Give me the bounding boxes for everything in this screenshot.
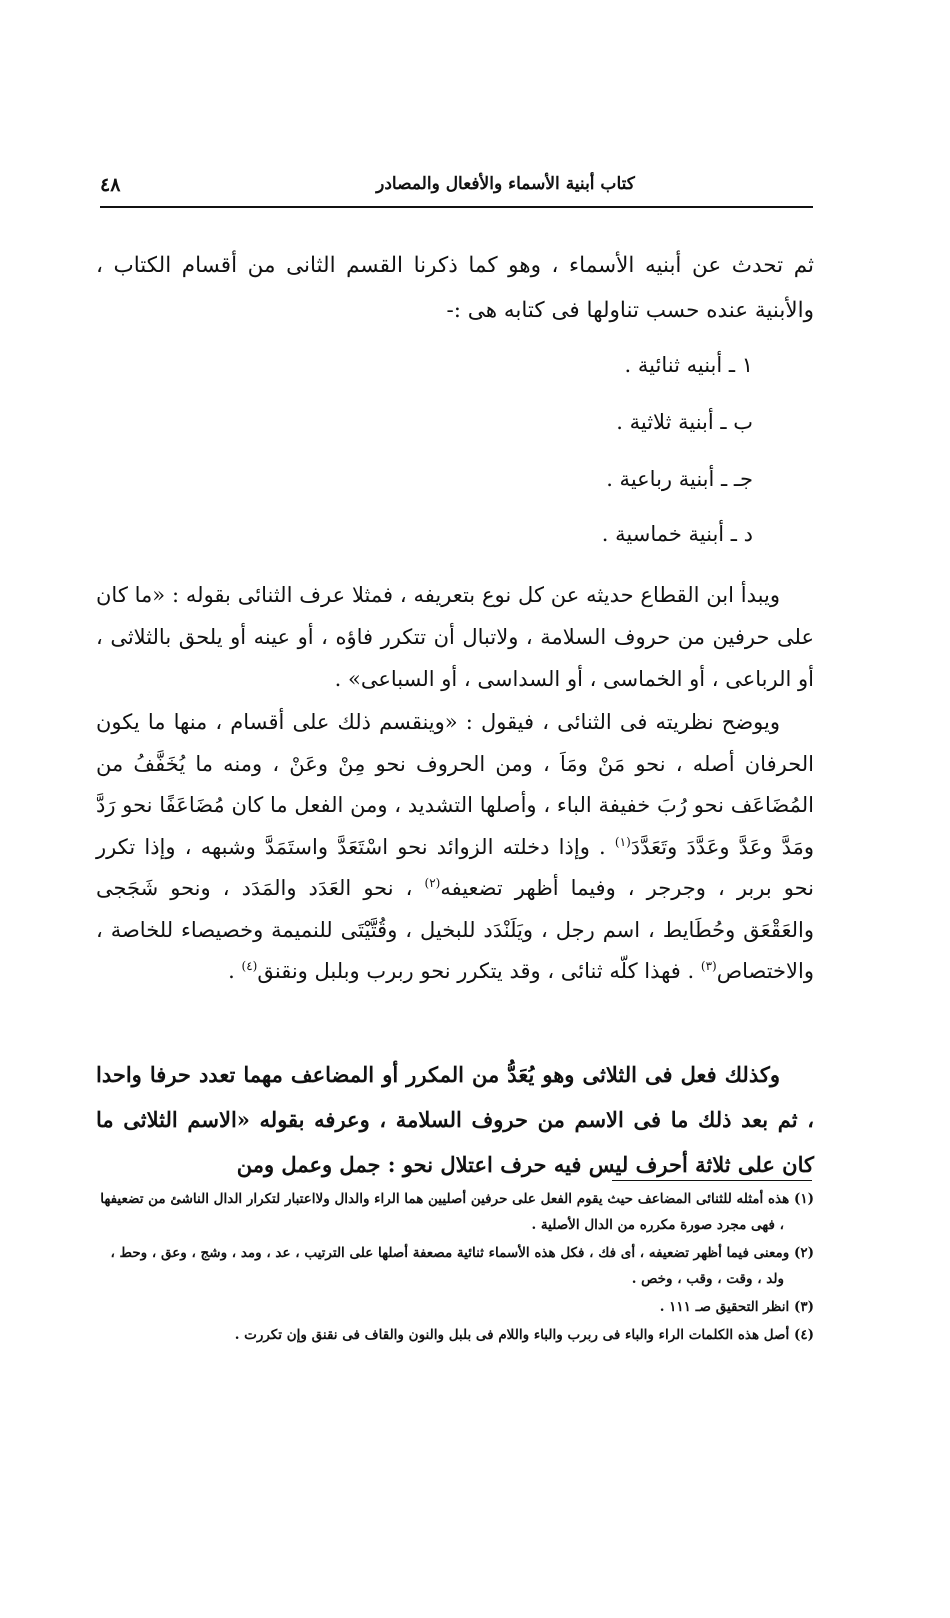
footnote-1: (١) هذه أمثله للثنائى المضاعف حيث يقوم الفعل على حرفين أصليين هما الراء والدال ولااعتبار لتكرار الدال الناشئ من تضعيفها ، فهى مجرد صورة مكرره من الدال الأصلية . bbox=[100, 1191, 814, 1233]
theory-text-part-5: . bbox=[228, 959, 242, 983]
footnote-ref-4: (٤) bbox=[241, 959, 258, 973]
intro-paragraph: ثم تحدث عن أبنيه الأسماء ، وهو كما ذكرنا القسم الثانى من أقسام الكتاب ، والأبنية عنده حسب تناولها فى كتابه هى :- bbox=[96, 253, 814, 323]
footnote-ref-3: (٣) bbox=[700, 959, 717, 973]
header-title: كتاب أبنية الأسماء والأفعال والمصادر bbox=[376, 174, 635, 194]
running-header bbox=[100, 174, 813, 200]
triliteral-paragraph: وكذلك فعل فى الثلاثى وهو يُعَدُّ من المكرر أو المضاعف مهما تعدد حرفا واحدا ، ثم بعد ذلك ما فى الاسم من حروف السلامة ، وعرفه بقوله «الاسم الثلاثى ما كان على ثلاثة أحرف ليس فيه حرف اعتلال نحو : جمل وعمل ومن bbox=[96, 1062, 814, 1177]
list-item-quinary: د ـ أبنية خماسية . bbox=[601, 522, 753, 546]
theory-paragraph bbox=[96, 702, 814, 993]
page-number: ٤٨ bbox=[100, 174, 121, 196]
footnote-ref-1: (١) bbox=[614, 834, 631, 849]
footnote-2: (٢) ومعنى فيما أظهر تضعيفه ، أى فك ، فكل هذه الأسماء ثنائية مصعفة أصلها على الترتيب ، عد ، ومد ، وشج ، وعق ، وحط ، ولد ، وقت ، وقب ، وخص . bbox=[110, 1245, 814, 1287]
footnote-rule bbox=[612, 1180, 812, 1181]
theory-text-part-4: . فهذا كلّه ثنائى ، وقد يتكرر نحو ربرب وبلبل ونقنق bbox=[257, 959, 701, 983]
footnote-ref-2: (٢) bbox=[424, 876, 441, 890]
theory-text-part-3: ، نحو العَدَد والمَدَد ، ونحو شَجَجى والعَقْعَق وحُطَايط ، اسم رجل ، ويَلَنْدَد للبخيل ، وقُتَّيْتَى للنميمة وخصيصاء للخاصة ، والاختصاص bbox=[96, 876, 814, 983]
list-item-ternary: ب ـ أبنية ثلاثية . bbox=[616, 410, 753, 434]
list-item-quaternary: جـ ـ أبنية رباعية . bbox=[606, 467, 753, 491]
theory-text-part-2: . وإذا دخلته الزوائد نحو اسْتَعَدَّ واستَمَدَّ وشبهه ، وإذا تكرر نحو بربر ، وجرجر ، وفيما أظهر تضعيفه bbox=[96, 834, 815, 900]
list-item-binary: ١ ـ أبنيه ثنائية . bbox=[624, 353, 753, 377]
footnote-3: (٣) انظر التحقيق صـ ١١١ . bbox=[659, 1299, 814, 1315]
footnote-4: (٤) أصل هذه الكلمات الراء والباء فى ربرب والباء واللام فى بلبل والنون والقاف فى نقنق وإن تكررت . bbox=[234, 1327, 814, 1343]
theory-text-part-1: ويوضح نظريته فى الثنائى ، فيقول : «وينقسم ذلك على أقسام ، منها ما يكون الحرفان أصله ، نحو مَنْ ومَاَ ، ومن الحروف نحو مِنْ وعَنْ ، ومنه ما يُخَفَّفُ من المُضَاعَف نحو رُبَ خفيفة الباء ، وأصلها التشديد ، ومن الفعل ما كان مُضَاعَفًا نحو رَدَّ ومَدَّ وعَدَّ وعَدَّدَ وتَعَدَّدَ bbox=[96, 710, 814, 859]
header-rule bbox=[100, 206, 813, 208]
footnotes bbox=[96, 1186, 814, 1350]
definition-paragraph: ويبدأ ابن القطاع حديثه عن كل نوع بتعريفه ، فمثلا عرف الثنائى بقوله : «ما كان على حرفين من حروف السلامة ، ولاتبال أن تتكرر فاؤه ، أو عينه أو يلحق بالثلاثى ، أو الرباعى ، أو الخماسى ، أو السداسى ، أو السباعى» . bbox=[96, 583, 814, 691]
